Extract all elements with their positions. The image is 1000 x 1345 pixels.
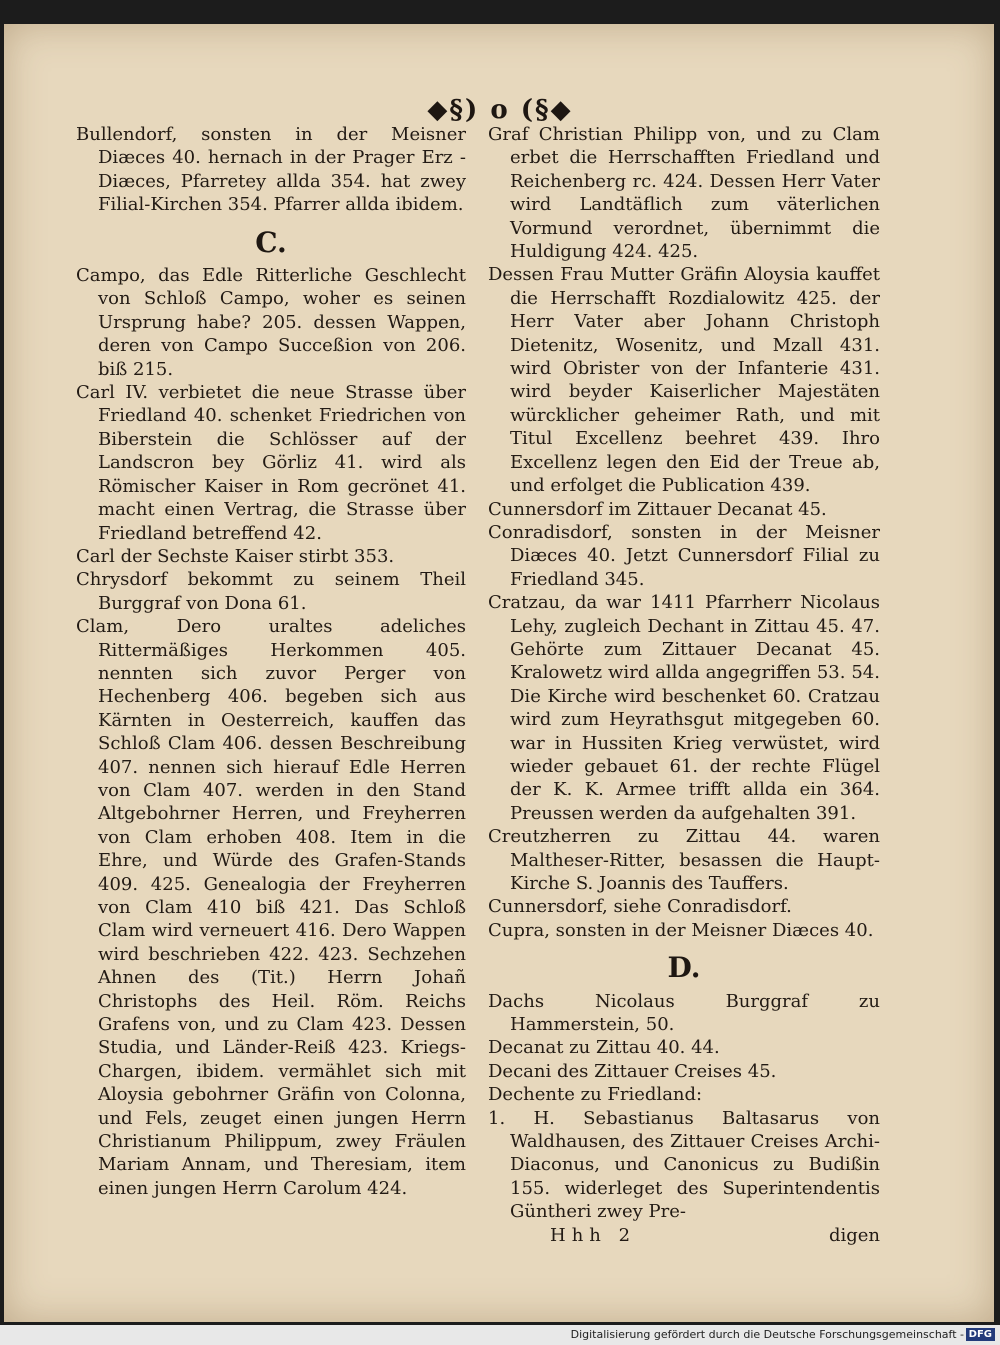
entry-graf-christian: Graf Christian Philipp von, und zu Clam erbet die Herrschafften Friedland und Reichenberg rc. 424. Dessen Herr Vater wird Landtäflich zum väterlichen Vormund verordnet, übernimmt die Huldigung 424. 425. bbox=[488, 124, 880, 263]
signature-mark: Hhh 2 bbox=[550, 1224, 637, 1246]
entry-decani: Decani des Zittauer Creises 45. bbox=[488, 1060, 777, 1082]
entry-cunnersdorf-decanat: Cunnersdorf im Zittauer Decanat 45. bbox=[488, 498, 827, 520]
entry-dachs: Dachs Nicolaus Burggraf zu Hammerstein, 50. bbox=[488, 990, 880, 1036]
entry-frau-mutter: Dessen Frau Mutter Gräfin Aloysia kauffet die Herrschafft Rozdialowitz 425. der Herr Vater aber Johann Christoph Dietenitz, Wosenitz, und Mzall 431. wird Obrister von der Infanterie 431. wird beyder Kaiserlicher Majestäten würcklicher geheimer Rath, und mit Titul Excellenz beehret 439. Ihro Excellenz legen den Eid der Treue ab, und erfolget die Publication 439. bbox=[488, 264, 880, 497]
catchword: digen bbox=[828, 1224, 880, 1246]
entry-dechente: Dechente zu Friedland: bbox=[488, 1084, 703, 1106]
left-column bbox=[76, 123, 466, 1200]
entry-chrysdorf: Chrysdorf bekommt zu seinem Theil Burggraf von Dona 61. bbox=[76, 569, 466, 614]
entry-cupra: Cupra, sonsten in der Meisner Diæces 40. bbox=[488, 919, 874, 941]
entry-cratzau: Cratzau, da war 1411 Pfarrherr Nicolaus Lehy, zugleich Dechant in Zittau 45. 47. Gehörte zum Zittauer Decanat 45. Kralowetz wird allda angegriffen 53. 54. Die Kirche wird beschenket 60. Cratzau wird zum Heyrathsgut mitgegeben 60. war in Hussiten Krieg verwüstet, wird wieder gebauet 61. der rechte Flügel der K. K. Armee trifft allda ein 364. Preussen werden da aufgehalten 391. bbox=[488, 592, 880, 824]
entry-waldhausen: 1. H. Sebastianus Baltasarus von Waldhausen, des Zittauer Creises Archi-Diaconus, und Canonicus zu Budißin 155. widerleget des Superintendentis Güntheri zwey Pre- bbox=[488, 1107, 880, 1223]
section-heading-d: D. bbox=[667, 951, 701, 985]
right-column bbox=[488, 123, 880, 1247]
entry-cunnersdorf-see: Cunnersdorf, siehe Conradisdorf. bbox=[488, 896, 792, 918]
entry-conradisdorf: Conradisdorf, sonsten in der Meisner Diæces 40. Jetzt Cunnersdorf Filial zu Friedland 345. bbox=[488, 521, 880, 590]
entry-campo: Campo, das Edle Ritterliche Geschlecht von Schloß Campo, woher es seinen Ursprung habe? 205. dessen Wappen, deren von Campo Succeßion von 206. biß 215. bbox=[76, 265, 466, 380]
section-heading-c: C. bbox=[255, 225, 287, 259]
entry-carl-vi: Carl der Sechste Kaiser stirbt 353. bbox=[76, 545, 395, 567]
page-bottom-line bbox=[488, 1224, 880, 1247]
digitization-footer bbox=[0, 1325, 1000, 1345]
page-header-ornament: ◆§) o (§◆ bbox=[427, 95, 573, 125]
dfg-logo: DFG bbox=[966, 1328, 995, 1341]
entry-bullendorf: Bullendorf, sonsten in der Meisner Diæces 40. hernach in der Prager Erz - Diæces, Pfarretey allda 354. hat zwey Filial-Kirchen 354. Pfarrer allda ibidem. bbox=[76, 124, 466, 216]
entry-clam: Clam, Dero uraltes adeliches Rittermäßiges Herkommen 405. nennten sich zuvor Perger von Hechenberg 406. begeben sich aus Kärnten in Oesterreich, kauffen das Schloß Clam 406. dessen Beschreibung 407. nennen sich hierauf Edle Herren von Clam 407. werden in den Stand Altgebohrner Herren, und Freyherren von Clam erhoben 408. Item in die Ehre, und Würde des Grafen-Stands 409. 425. Genealogia der Freyherren von Clam 410 biß 421. Das Schloß Clam wird verneuert 416. Dero Wappen wird beschrieben 422. 423. Sechzehen Ahnen des (Tit.) Herrn Johañ Christophs des Heil. Röm. Reichs Grafens von, und zu Clam 423. Dessen Studia, und Länder-Reiß 423. Kriegs-Chargen, ibidem. vermählet sich mit Aloysia gebohrner Gräfin von Colonna, und Fels, zeuget einen jungen Herrn Christianum Philippum, zwey Fräulen Mariam Annam, und Theresiam, item einen jungen Herrn Carolum 424. bbox=[76, 616, 466, 1199]
entry-carl-iv: Carl IV. verbietet die neue Strasse über Friedland 40. schenket Friedrichen von Biberstein die Schlösser auf der Landscron bey Görliz 41. wird als Römischer Kaiser in Rom gecrönet 41. macht einen Vertrag, die Strasse über Friedland betreffend 42. bbox=[76, 382, 466, 544]
funding-notice: Digitalisierung gefördert durch die Deutsche Forschungsgemeinschaft - bbox=[570, 1328, 964, 1341]
entry-decanat: Decanat zu Zittau 40. 44. bbox=[488, 1037, 720, 1059]
entry-creutzherren: Creutzherren zu Zittau 44. waren Maltheser-Ritter, besassen die Haupt-Kirche S. Joannis des Tauffers. bbox=[488, 826, 880, 894]
